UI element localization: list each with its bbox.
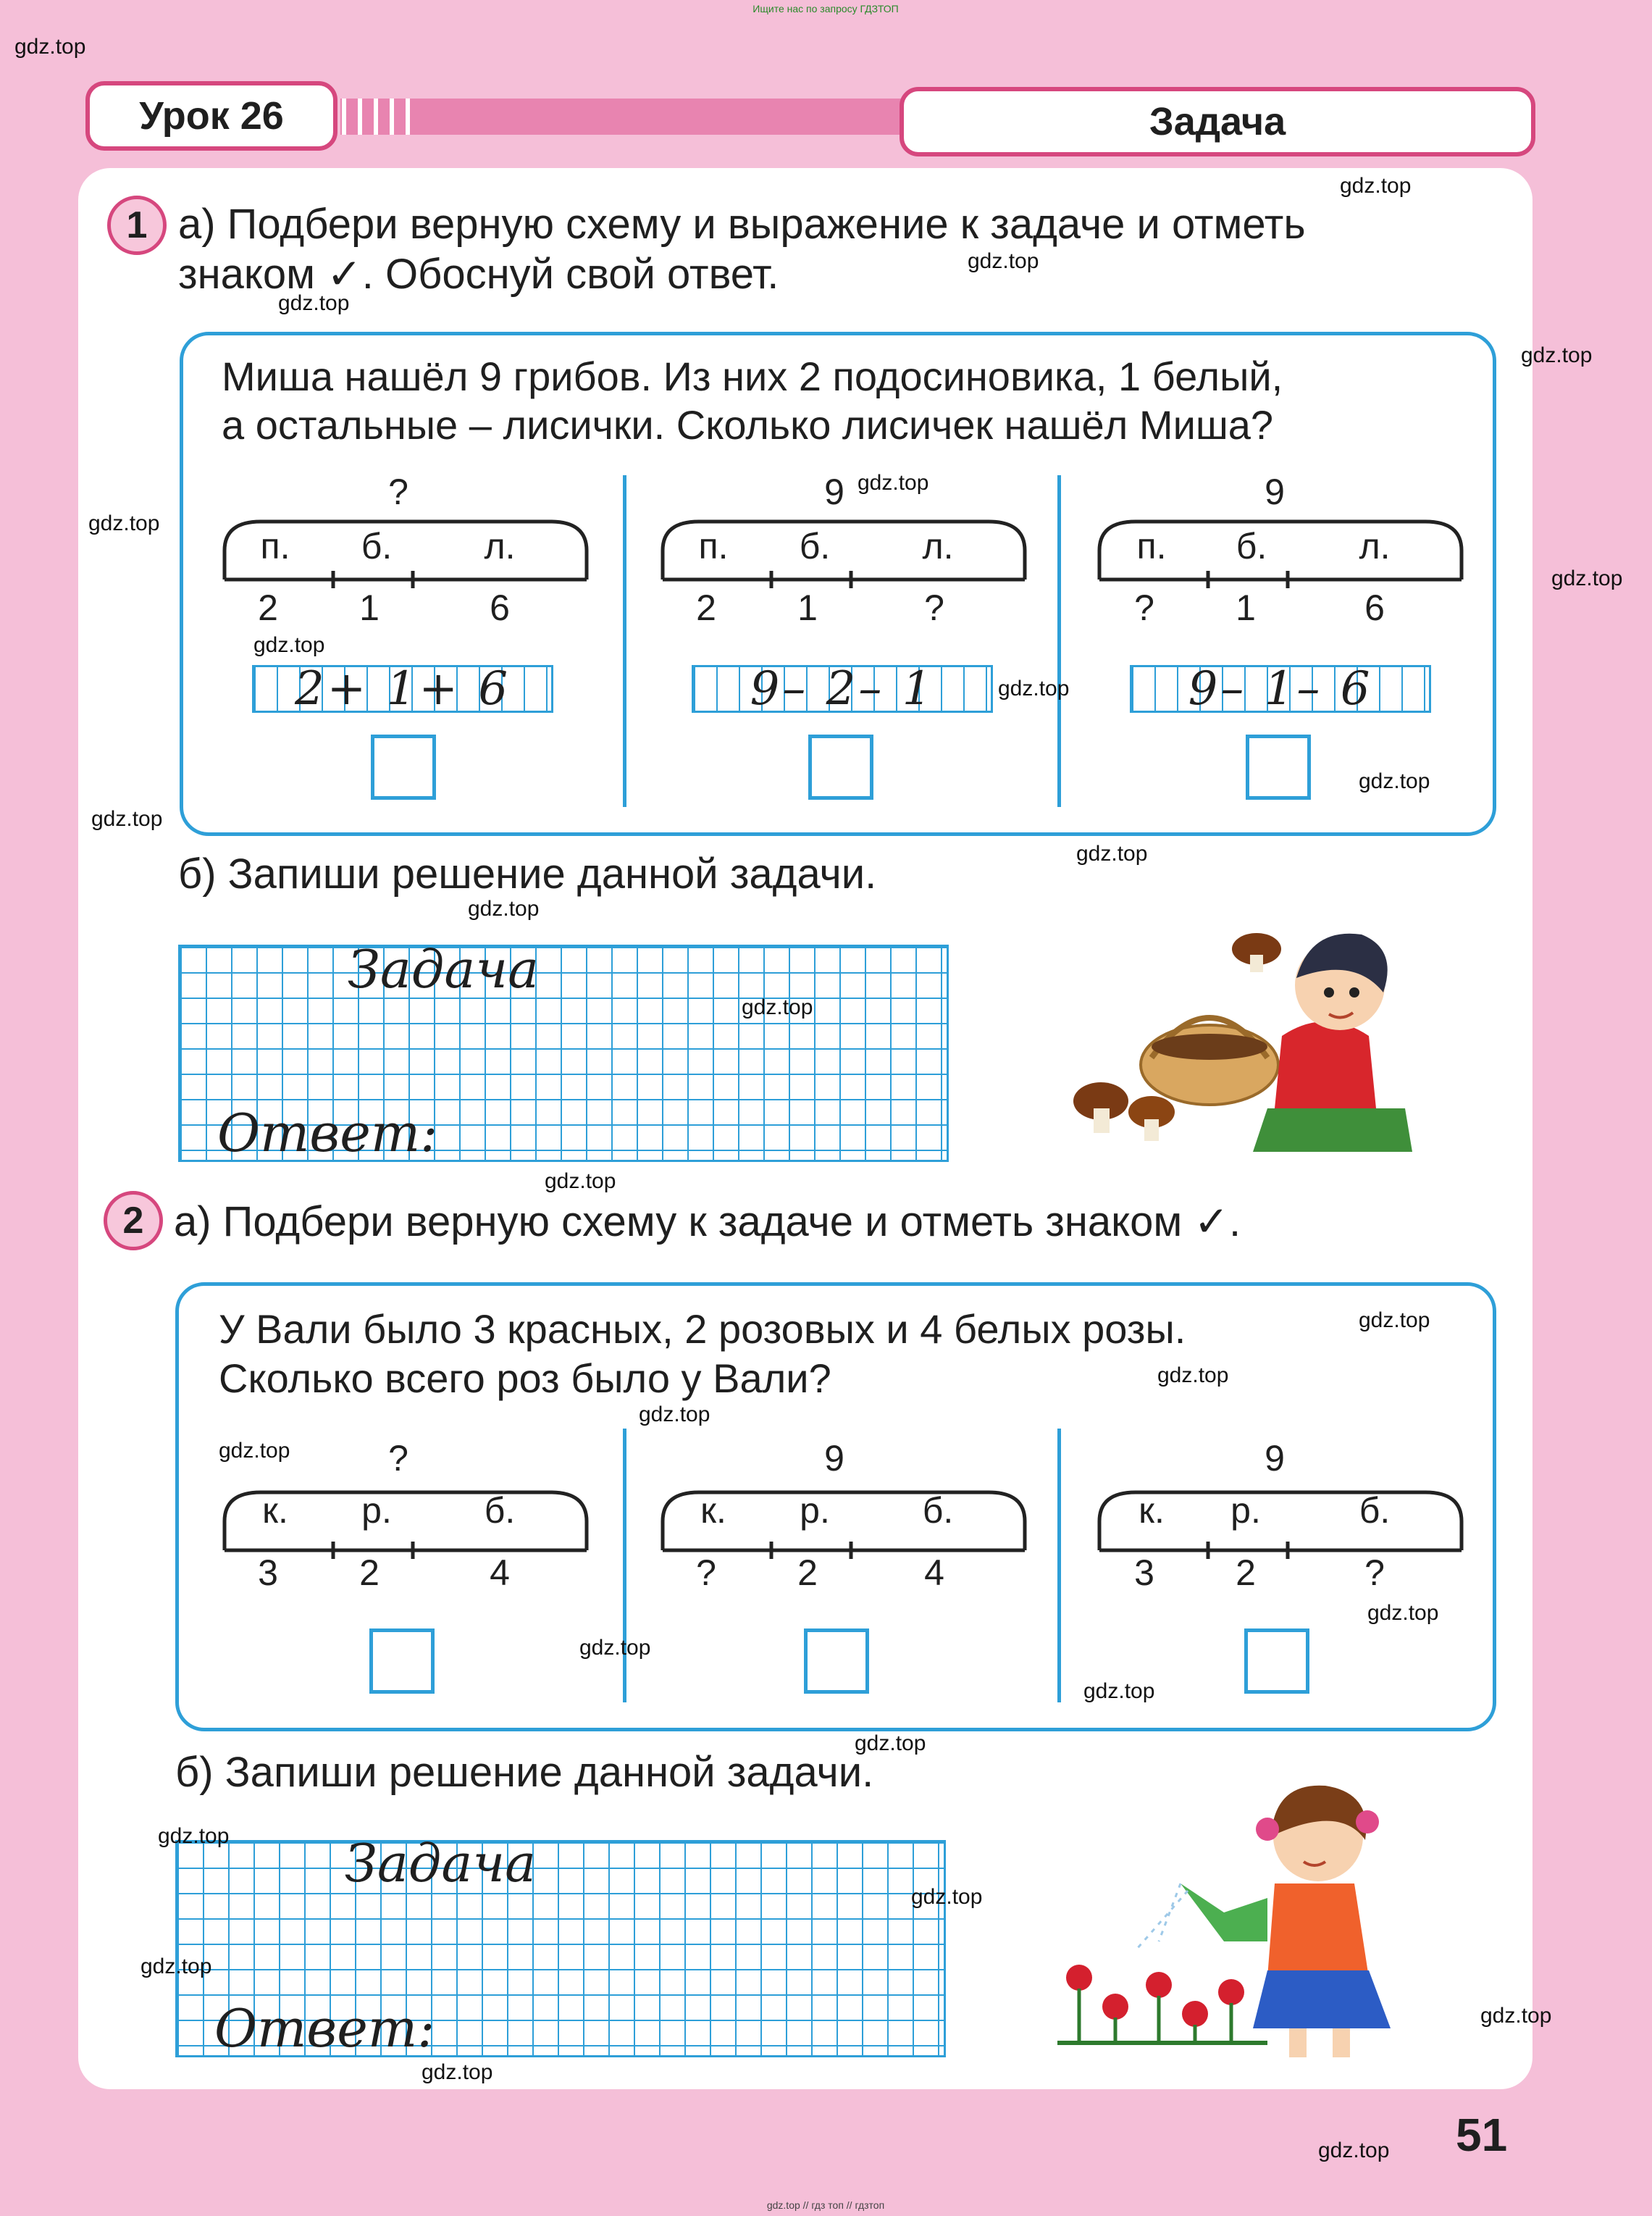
watermark: gdz.top (219, 1439, 290, 1463)
task2-scheme-3-checkbox[interactable] (1244, 1628, 1309, 1694)
task1-scheme-1-label-l: л. (484, 526, 516, 566)
top-note: Ищите нас по запросу ГДЗТОП (752, 3, 899, 14)
task2-scheme-1-value-2: 2 (359, 1552, 380, 1593)
watermark: gdz.top (1076, 842, 1148, 866)
task2-scheme-2-label-b: б. (922, 1490, 954, 1531)
watermark: gdz.top (545, 1169, 616, 1193)
task2-instruction: а) Подбери верную схему к задаче и отметь знаком ✓. (174, 1198, 1241, 1245)
task2-scheme-2-value-2: 2 (797, 1552, 818, 1593)
task2-scheme-3-value-1: 3 (1134, 1552, 1154, 1593)
task2-scheme-2-label-k: к. (700, 1490, 726, 1531)
watermark: gdz.top (14, 35, 86, 59)
watermark: gdz.top (278, 291, 350, 315)
task1-scheme-1-value-1: 2 (258, 588, 278, 628)
task2-scheme-3-label-k: к. (1139, 1490, 1165, 1531)
task2-number: 2 (104, 1191, 163, 1250)
task1-problem-line1: Миша нашёл 9 грибов. Из них 2 подосиновика, 1 белый, (222, 354, 1283, 399)
lesson-tab: Урок 26 (85, 81, 337, 151)
task1-scheme-3-value-3: 6 (1364, 588, 1385, 628)
watermark: gdz.top (1480, 2004, 1552, 2028)
task1-scheme-3-label-b: б. (1236, 526, 1267, 566)
task2-problem-line1: У Вали было 3 красных, 2 розовых и 4 белых розы. (219, 1306, 1186, 1352)
watermark: gdz.top (1359, 1308, 1430, 1332)
task1-scheme-3-label-l: л. (1359, 526, 1391, 566)
task2-scheme-2-value-1: ? (696, 1552, 716, 1593)
task2-scheme-1-value-3: 4 (490, 1552, 510, 1593)
task2-part-b: б) Запиши решение данной задачи. (175, 1749, 874, 1796)
task1-scheme-1-label-p: п. (260, 526, 290, 566)
header-stripe-marks (342, 99, 414, 135)
task1-instruction-line1: а) Подбери верную схему и выражение к задаче и отметь (178, 201, 1306, 248)
task1-scheme-2-label-p: п. (698, 526, 729, 566)
task2-scheme-3-label-r: р. (1230, 1490, 1261, 1531)
watermark: gdz.top (855, 1731, 926, 1755)
watermark: gdz.top (88, 511, 160, 535)
watermark: gdz.top (742, 995, 813, 1019)
task1-scheme-1-value-2: 1 (359, 588, 380, 628)
task2-divider-1 (623, 1429, 626, 1702)
watermark: gdz.top (422, 2060, 493, 2084)
watermark: gdz.top (639, 1402, 710, 1426)
topic-tab: Задача (900, 87, 1535, 156)
task1-scheme-2-value-2: 1 (797, 588, 818, 628)
task1-scheme-1-checkbox[interactable] (371, 735, 436, 800)
task2-scheme-3-total: 9 (1265, 1438, 1285, 1479)
task1-instruction-line2: знаком ✓. Обоснуй свой ответ. (178, 251, 779, 298)
task1-scheme-3-label-p: п. (1136, 526, 1167, 566)
task2-scheme-3-value-3: ? (1364, 1552, 1385, 1593)
task1-divider-2 (1057, 475, 1061, 807)
task2-scheme-2-label-r: р. (800, 1490, 830, 1531)
watermark: gdz.top (998, 677, 1070, 701)
watermark: gdz.top (1359, 769, 1430, 793)
task1-scheme-1-expression: 2+ 1+ 6 (252, 665, 553, 713)
watermark: gdz.top (858, 471, 929, 495)
task1-scheme-1-label-b: б. (361, 526, 393, 566)
task2-scheme-2-checkbox[interactable] (804, 1628, 869, 1694)
task1-grid-answer: Ответ: (217, 1103, 438, 1163)
watermark: gdz.top (141, 1954, 212, 1978)
task1-scheme-2-label-l: л. (922, 526, 954, 566)
task2-scheme-1-label-b: б. (484, 1490, 516, 1531)
task1-part-b: б) Запиши решение данной задачи. (178, 850, 877, 898)
task2-grid-title: Задача (345, 1833, 537, 1894)
task2-divider-2 (1057, 1429, 1061, 1702)
task1-number: 1 (107, 196, 167, 255)
task1-scheme-2-label-b: б. (799, 526, 831, 566)
task1-scheme-3-value-1: ? (1134, 588, 1154, 628)
task1-scheme-3-checkbox[interactable] (1246, 735, 1311, 800)
task2-scheme-1-checkbox[interactable] (369, 1628, 435, 1694)
task2-problem-line2: Сколько всего роз было у Вали? (219, 1355, 831, 1401)
task2-scheme-1-total: ? (388, 1438, 408, 1479)
task1-scheme-2-total: 9 (824, 472, 844, 512)
task1-scheme-3-expression: 9– 1– 6 (1130, 665, 1431, 713)
task1-scheme-2-value-1: 2 (696, 588, 716, 628)
watermark: gdz.top (911, 1885, 983, 1909)
task2-grid-answer: Ответ: (214, 1998, 435, 2059)
watermark: gdz.top (1083, 1679, 1155, 1703)
task1-scheme-1-total: ? (388, 472, 408, 512)
watermark: gdz.top (1157, 1363, 1229, 1387)
bottom-note: gdz.top // гдз топ // гдзтоп (766, 2199, 885, 2211)
boy-with-basket-illustration (1036, 891, 1441, 1166)
task2-scheme-2-value-3: 4 (924, 1552, 944, 1593)
header-stripe (340, 99, 905, 135)
girl-watering-roses-illustration (1050, 1768, 1427, 2065)
watermark: gdz.top (91, 807, 163, 831)
task2-scheme-3-label-b: б. (1359, 1490, 1391, 1531)
task1-grid-title: Задача (348, 939, 540, 1000)
task2-scheme-1-value-1: 3 (258, 1552, 278, 1593)
task1-scheme-2-checkbox[interactable] (808, 735, 873, 800)
task1-scheme-1-value-3: 6 (490, 588, 510, 628)
watermark: gdz.top (1340, 174, 1412, 198)
watermark: gdz.top (968, 249, 1039, 273)
task1-scheme-3-total: 9 (1265, 472, 1285, 512)
task1-problem-line2: а остальные – лисички. Сколько лисичек нашёл Миша? (222, 402, 1274, 448)
watermark: gdz.top (1367, 1601, 1439, 1625)
watermark: gdz.top (158, 1824, 230, 1848)
task1-scheme-2-expression: 9– 2– 1 (692, 665, 993, 713)
task2-scheme-2-total: 9 (824, 1438, 844, 1479)
task2-scheme-1-label-r: р. (361, 1490, 392, 1531)
watermark: gdz.top (579, 1636, 651, 1660)
task2-scheme-1-label-k: к. (262, 1490, 288, 1531)
page-number: 51 (1456, 2109, 1508, 2161)
task1-scheme-3-value-2: 1 (1236, 588, 1256, 628)
watermark: gdz.top (1551, 566, 1623, 590)
task1-scheme-2-value-3: ? (924, 588, 944, 628)
watermark: gdz.top (1521, 343, 1593, 367)
watermark: gdz.top (253, 633, 325, 657)
watermark: gdz.top (1318, 2138, 1390, 2162)
watermark: gdz.top (468, 897, 540, 921)
task1-divider-1 (623, 475, 626, 807)
task2-scheme-3-value-2: 2 (1236, 1552, 1256, 1593)
